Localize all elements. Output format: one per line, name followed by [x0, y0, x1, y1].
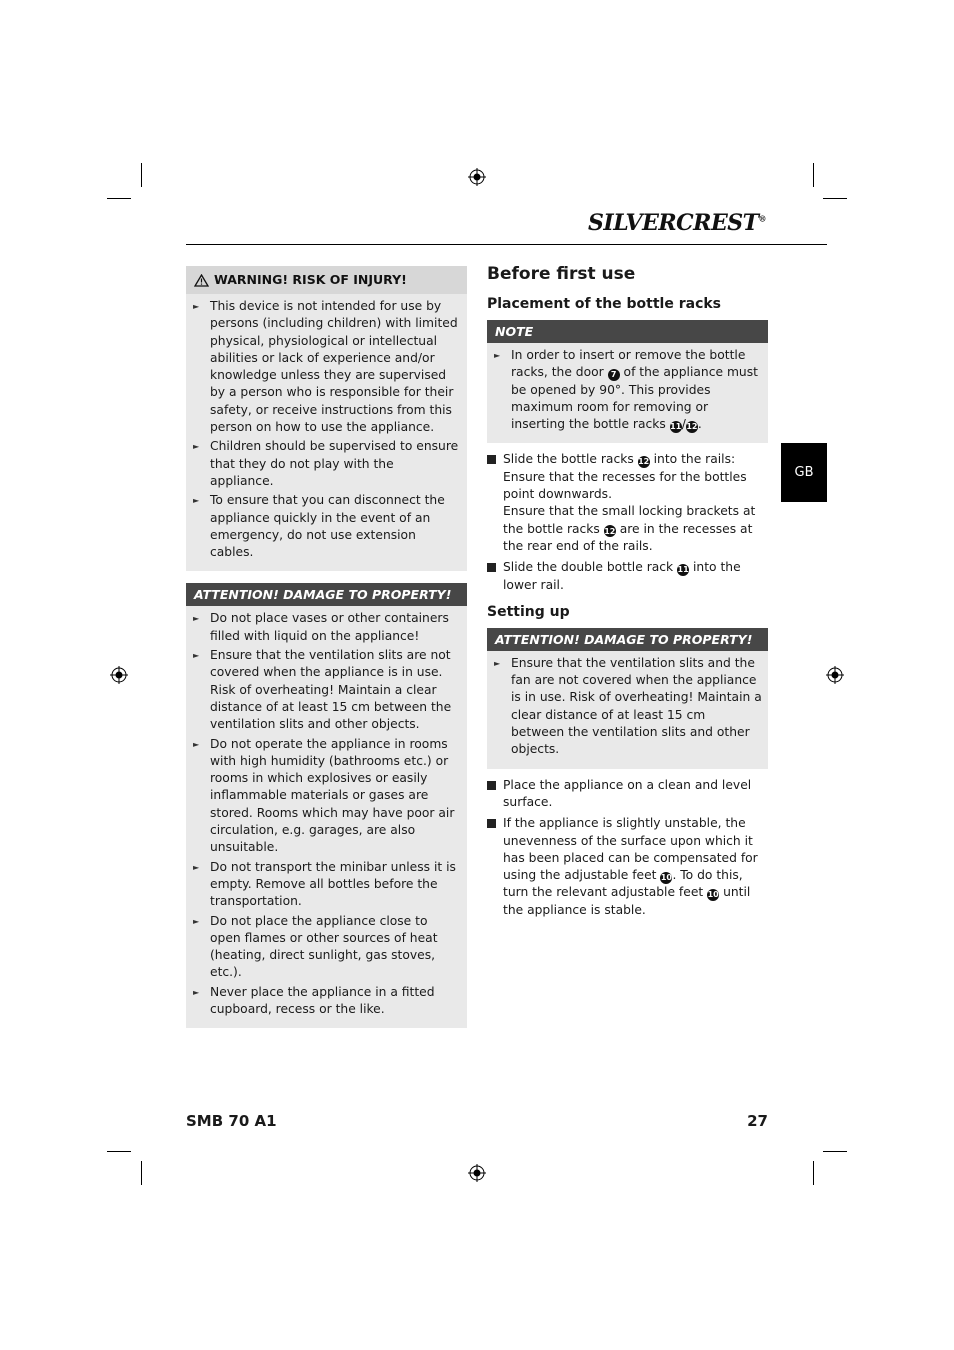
square-bullet-icon: [487, 819, 496, 828]
list-item: Slide the bottle racks 12 into the rails: Ensure that the recesses for the bottles point downwards. Ensure that the small locking brackets at the bottle racks 12 are in the recesses at the rear end of the rails.: [487, 451, 768, 555]
warning-box: [186, 266, 467, 571]
warning-triangle-icon: [194, 274, 209, 287]
arrow-bullet-icon: ►: [193, 739, 200, 749]
arrow-bullet-icon: ►: [193, 916, 200, 926]
arrow-bullet-icon: ►: [193, 651, 200, 661]
page-number: 27: [747, 1112, 768, 1130]
note-box-title: NOTE: [487, 320, 768, 343]
attention-box-title: ATTENTION! DAMAGE TO PROPERTY!: [487, 628, 768, 651]
list-item: Place the appliance on a clean and level surface.: [487, 777, 768, 812]
arrow-bullet-icon: ►: [494, 351, 501, 360]
list-item: ► Do not transport the minibar unless it is empty. Remove all bottles before the transportation.: [193, 859, 456, 909]
language-tab: GB: [781, 443, 827, 502]
steps-list: [487, 451, 768, 593]
square-bullet-icon: [487, 563, 496, 572]
right-column: [487, 262, 768, 919]
crop-mark: [823, 198, 847, 199]
square-bullet-icon: [487, 455, 496, 464]
list-item: ► In order to insert or remove the bottle racks, the door 7 of the appliance must be opened by 90°. This provides maximum room for removing or inserting the bottle racks 11/12.: [494, 348, 758, 432]
arrow-bullet-icon: ►: [193, 302, 200, 311]
part-number-badge: 12: [604, 526, 616, 536]
crop-mark: [107, 198, 131, 199]
arrow-bullet-icon: ►: [193, 862, 200, 872]
crop-mark: [141, 163, 142, 187]
subsection-heading: Placement of the bottle racks: [487, 296, 722, 312]
note-box: [487, 320, 768, 443]
list-item: ► Do not operate the appliance in rooms with high humidity (bathrooms etc.) or rooms in which explosives or easily inflammable materials or gases are stored. Rooms which may have poor air circulation, e.g. garages, are also unsuitable.: [193, 736, 455, 855]
list-item: ► Never place the appliance in a fitted cupboard, recess or the like.: [193, 984, 435, 1016]
attention-box: [186, 583, 467, 1028]
warning-box-title: WARNING! RISK OF INJURY!: [186, 266, 467, 294]
square-bullet-icon: [487, 781, 496, 790]
registration-mark-icon: [468, 1164, 486, 1182]
crop-mark: [107, 1151, 131, 1152]
list-item: ► Children should be supervised to ensure that they do not play with the appliance.: [193, 439, 459, 488]
list-item: ► Ensure that the ventilation slits are not covered when the appliance is in use. Risk of overheating! Maintain a clear distance of at least 15 cm between the ventilation slits and other objects.: [193, 648, 452, 732]
left-column: [186, 266, 467, 1028]
header-rule: [186, 244, 827, 245]
arrow-bullet-icon: ►: [193, 614, 200, 624]
arrow-bullet-icon: ►: [193, 987, 200, 997]
part-number-badge: 11: [677, 565, 689, 575]
crop-mark: [813, 1161, 814, 1185]
part-number-badge: 7: [608, 369, 620, 381]
crop-mark: [813, 163, 814, 187]
attention-box-title: ATTENTION! DAMAGE TO PROPERTY!: [186, 583, 467, 606]
part-number-badge: 11: [670, 422, 682, 432]
section-heading: Before first use: [487, 264, 636, 284]
list-item: If the appliance is slightly unstable, the unevenness of the surface upon which it has been placed can be compensated for using the adjustable feet 10. To do this, turn the relevant adjustable feet 10 until the appliance is stable.: [487, 815, 768, 919]
part-number-badge: 12: [686, 422, 698, 432]
steps-list: [487, 777, 768, 919]
part-number-badge: 10: [660, 873, 672, 883]
registration-mark-icon: [826, 666, 844, 684]
model-number: SMB 70 A1: [186, 1112, 277, 1130]
list-item: ► Do not place vases or other containers filled with liquid on the appliance!: [193, 611, 449, 643]
registration-mark-icon: [468, 168, 486, 186]
arrow-bullet-icon: ►: [193, 496, 200, 506]
crop-mark: [141, 1161, 142, 1185]
list-item: ► Ensure that the ventilation slits and the fan are not covered when the appliance is in use. Risk of overheating! Maintain a clear distance of at least 15 cm between the ventilation slits and other objects.: [494, 655, 762, 757]
list-item: ► To ensure that you can disconnect the appliance quickly in the event of an emergency, do not use extension cables.: [193, 493, 445, 560]
brand-logo: SILVERCREST®: [588, 210, 766, 236]
part-number-badge: 10: [707, 890, 719, 900]
subsection-heading: Setting up: [487, 603, 570, 620]
attention-box: [487, 628, 768, 769]
arrow-bullet-icon: ►: [193, 442, 200, 452]
list-item: Slide the double bottle rack 11 into the lower rail.: [487, 559, 768, 594]
arrow-bullet-icon: ►: [494, 658, 501, 668]
list-item: ► Do not place the appliance close to open flames or other sources of heat (heating, direct sunlight, gas stoves, etc.).: [193, 913, 438, 980]
crop-mark: [823, 1151, 847, 1152]
registration-mark-icon: [110, 666, 128, 684]
part-number-badge: 12: [638, 457, 650, 467]
list-item: ► This device is not intended for use by persons (including children) with limited physical, physiological or intellectual abilities or lack of experience and/or knowledge unless they are supervised by a person who is responsible for their safety, or receive instructions from this person on how to use the appliance.: [193, 299, 458, 435]
